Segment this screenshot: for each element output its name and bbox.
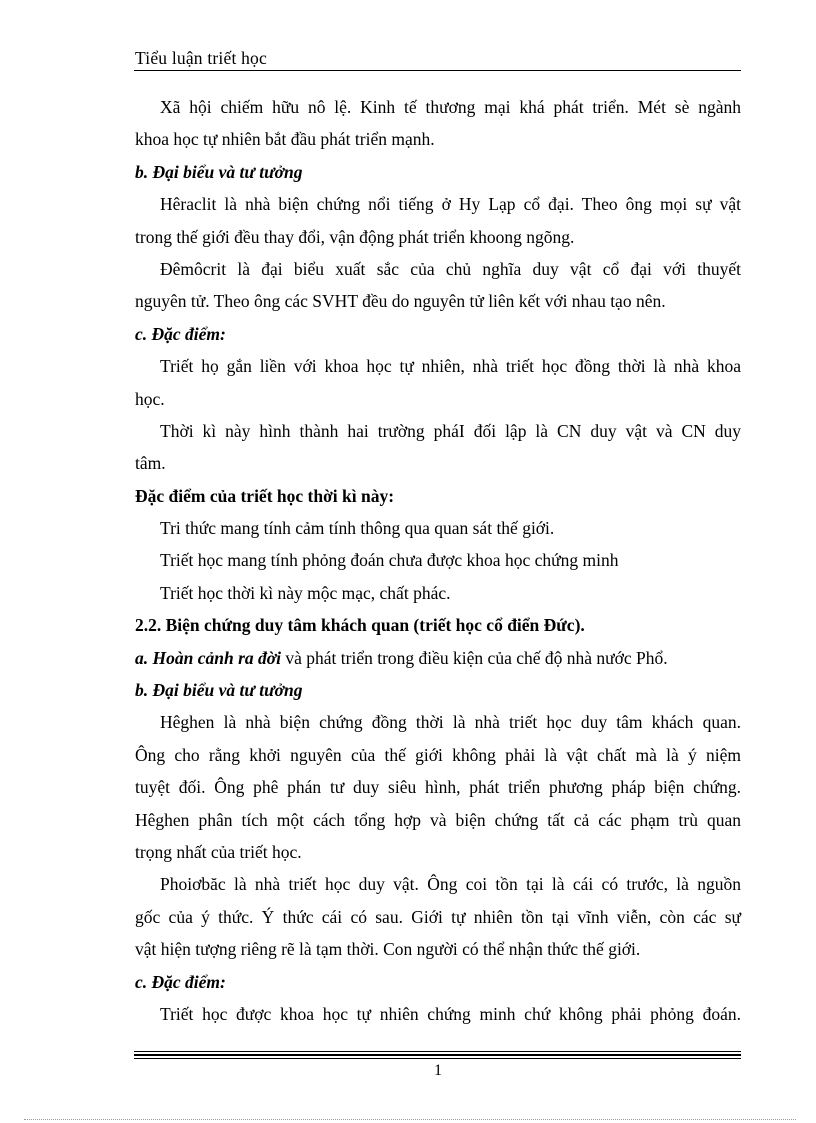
- section-heading: Đặc điểm của triết học thời kì này:: [135, 485, 395, 506]
- paragraph-line: Triết họ gắn liền với khoa học tự nhiên, nhà triết học đồng thời là nhà khoa: [160, 356, 741, 377]
- page-boundary: [24, 1119, 796, 1120]
- page-header-title: Tiểu luận triết học: [135, 48, 267, 68]
- document-body: [135, 91, 741, 1030]
- paragraph-line: trong thế giới đều thay đổi, vận động phát triển khoong ngõng.: [135, 226, 575, 247]
- list-line: Tri thức mang tính cảm tính thông qua quan sát thế giới.: [160, 518, 555, 539]
- paragraph-line: tâm.: [135, 453, 166, 474]
- paragraph-line: Đêmôcrit là đại biểu xuất sắc của chủ nghĩa duy vật cổ đại với thuyết: [160, 258, 741, 279]
- paragraph-line: vật hiện tượng riêng rẽ là tạm thời. Con người có thể nhận thức thế giới.: [135, 939, 641, 960]
- section-heading: 2.2. Biện chứng duy tâm khách quan (triết học cổ điển Đức).: [135, 615, 585, 636]
- paragraph-line: nguyên tử. Theo ông các SVHT đều do nguyên tử liên kết với nhau tạo nên.: [135, 291, 666, 312]
- page-number: 1: [434, 1062, 442, 1079]
- paragraph-line: Hêghen phân tích một cách tổng hợp và biện chứng tất cả các phạm trù quan: [135, 809, 741, 830]
- paragraph-line: Hêghen là nhà biện chứng đồng thời là nhà triết học duy tâm khách quan.: [160, 712, 741, 733]
- paragraph-line: Ông cho rằng khởi nguyên của thế giới không phải là vật chất mà là ý niệm: [135, 744, 741, 765]
- paragraph-line: Xã hội chiếm hữu nô lệ. Kinh tế thương mại khá phát triển. Mét sè ngành: [160, 97, 741, 117]
- section-heading: c. Đặc điểm:: [135, 323, 226, 344]
- inline-heading: a. Hoàn cảnh ra đời: [135, 647, 282, 668]
- section-heading: c. Đặc điểm:: [135, 971, 226, 992]
- paragraph-line: học.: [135, 388, 165, 409]
- paragraph-line: [135, 642, 741, 674]
- paragraph-line: Hêraclit là nhà biện chứng nổi tiếng ở Hy Lạp cổ đại. Theo ông mọi sự vật: [160, 194, 741, 215]
- paragraph-line: trọng nhất của triết học.: [135, 841, 302, 862]
- footer-divider: [134, 1051, 741, 1052]
- list-line: Triết học mang tính phỏng đoán chưa được khoa học chứng minh: [160, 550, 619, 571]
- footer-divider: [134, 1058, 741, 1059]
- section-heading: b. Đại biểu và tư tưởng: [135, 680, 303, 701]
- paragraph-line: tuyệt đối. Ông phê phán tư duy siêu hình, phát triển phương pháp biện chứng.: [135, 777, 741, 798]
- paragraph-line: Phoiơbăc là nhà triết học duy vật. Ông coi tồn tại là cái có trước, là nguồn: [160, 874, 741, 895]
- paragraph-line: Triết học được khoa học tự nhiên chứng minh chứ không phải phỏng đoán.: [160, 1003, 741, 1024]
- paragraph-line: Thời kì này hình thành hai trường pháI đối lập là CN duy vật và CN duy: [160, 420, 741, 441]
- footer-divider: [134, 1054, 741, 1056]
- paragraph-line: gốc của ý thức. Ý thức cái có sau. Giới tự nhiên tồn tại vĩnh viễn, còn các sự: [135, 906, 741, 927]
- section-heading: b. Đại biểu và tư tưởng: [135, 161, 303, 182]
- inline-text: và phát triển trong điều kiện của chế độ nhà nước Phổ.: [281, 647, 668, 668]
- list-line: Triết học thời kì này mộc mạc, chất phác.: [160, 582, 451, 603]
- paragraph-line: khoa học tự nhiên bắt đầu phát triển mạnh.: [135, 129, 435, 150]
- header-divider: [134, 70, 741, 71]
